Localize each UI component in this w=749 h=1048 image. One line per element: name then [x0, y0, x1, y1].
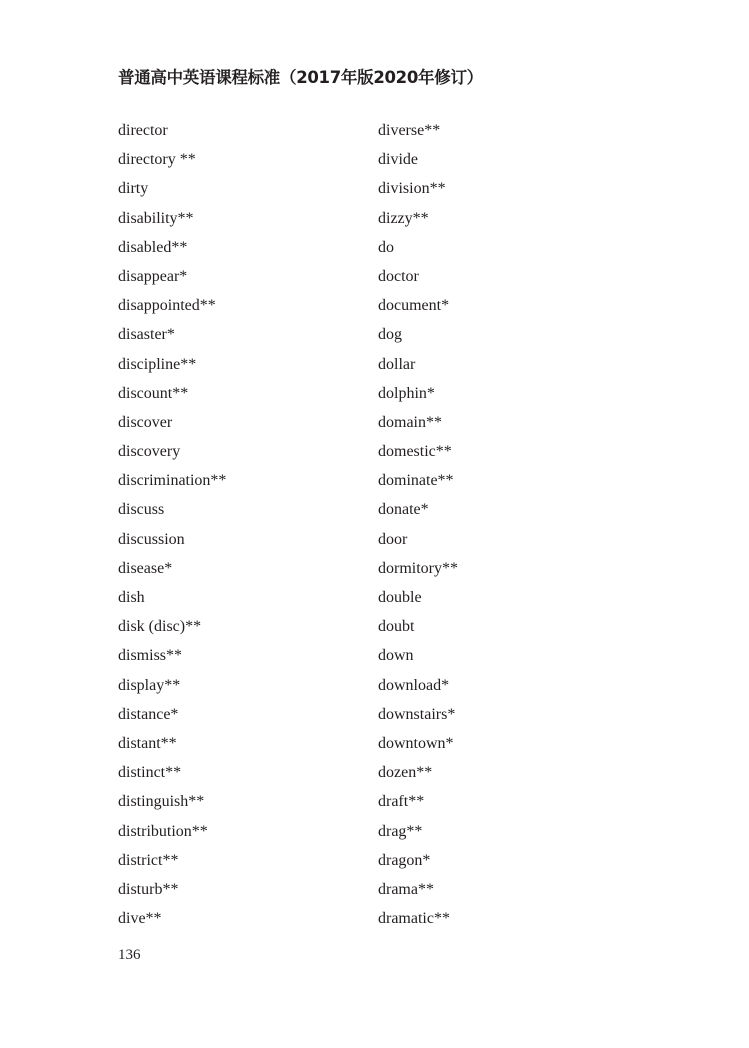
vocabulary-word: disappear* [118, 267, 188, 285]
vocabulary-word: distant** [118, 734, 177, 752]
vocabulary-word: downtown* [378, 734, 454, 752]
vocabulary-word: dolphin* [378, 384, 435, 402]
vocabulary-word: discount** [118, 384, 189, 402]
vocabulary-word: dismiss** [118, 647, 183, 665]
vocabulary-word: disability** [118, 209, 194, 227]
vocabulary-word: dog [378, 326, 402, 344]
vocabulary-word: discrimination** [118, 472, 227, 490]
vocabulary-word: dish [118, 589, 145, 606]
vocabulary-word: discuss [118, 501, 165, 519]
vocabulary-word: disease* [118, 559, 173, 577]
vocabulary-word: district** [118, 851, 179, 869]
vocabulary-word: disabled** [118, 238, 188, 256]
vocabulary-word: directory ** [118, 151, 196, 169]
vocabulary-word: door [378, 530, 408, 548]
vocabulary-word: donate* [378, 501, 429, 519]
vocabulary-word: do [378, 238, 394, 256]
vocabulary-word: dragon* [378, 851, 431, 869]
word-list-left-column [118, 120, 226, 937]
vocabulary-word: diverse** [378, 122, 441, 139]
vocabulary-word: drag** [378, 822, 423, 840]
vocabulary-word: doctor [378, 267, 419, 285]
vocabulary-word: domestic** [378, 443, 452, 461]
vocabulary-word: drama** [378, 880, 434, 898]
vocabulary-word: dirty [118, 180, 149, 198]
vocabulary-word: dramatic** [378, 910, 450, 928]
vocabulary-word: distance* [118, 705, 179, 723]
vocabulary-word: disturb** [118, 880, 179, 898]
vocabulary-word: down [378, 647, 414, 665]
vocabulary-word: disk (disc)** [118, 618, 202, 636]
vocabulary-word: double [378, 589, 422, 606]
vocabulary-word: download* [378, 676, 450, 694]
vocabulary-word: discovery [118, 443, 181, 461]
vocabulary-word: disappointed** [118, 297, 216, 315]
vocabulary-word: division** [378, 180, 446, 198]
vocabulary-word: divide [378, 151, 418, 169]
vocabulary-word: discussion [118, 530, 185, 548]
vocabulary-word: distribution** [118, 822, 208, 840]
vocabulary-word: doubt [378, 618, 415, 636]
vocabulary-word: display** [118, 676, 181, 694]
vocabulary-word: discipline** [118, 355, 197, 373]
vocabulary-word: distinct** [118, 764, 182, 782]
vocabulary-word: dominate** [378, 472, 454, 490]
vocabulary-word: disaster* [118, 326, 175, 344]
vocabulary-word: downstairs* [378, 705, 456, 723]
vocabulary-word: dive** [118, 910, 162, 928]
vocabulary-word: document* [378, 297, 450, 315]
vocabulary-word: draft** [378, 793, 425, 811]
vocabulary-word: dollar [378, 355, 416, 373]
page-number: 136 [118, 947, 141, 963]
vocabulary-word: dozen** [378, 764, 433, 782]
word-list-right-column [378, 120, 458, 937]
vocabulary-word: director [118, 122, 168, 139]
vocabulary-word: discover [118, 413, 173, 431]
vocabulary-word: dormitory** [378, 559, 458, 577]
page-header-title: 普通高中英语课程标准（2017年版2020年修订） [118, 68, 483, 87]
vocabulary-word: domain** [378, 413, 442, 431]
vocabulary-word: distinguish** [118, 793, 205, 811]
vocabulary-word: dizzy** [378, 209, 429, 227]
